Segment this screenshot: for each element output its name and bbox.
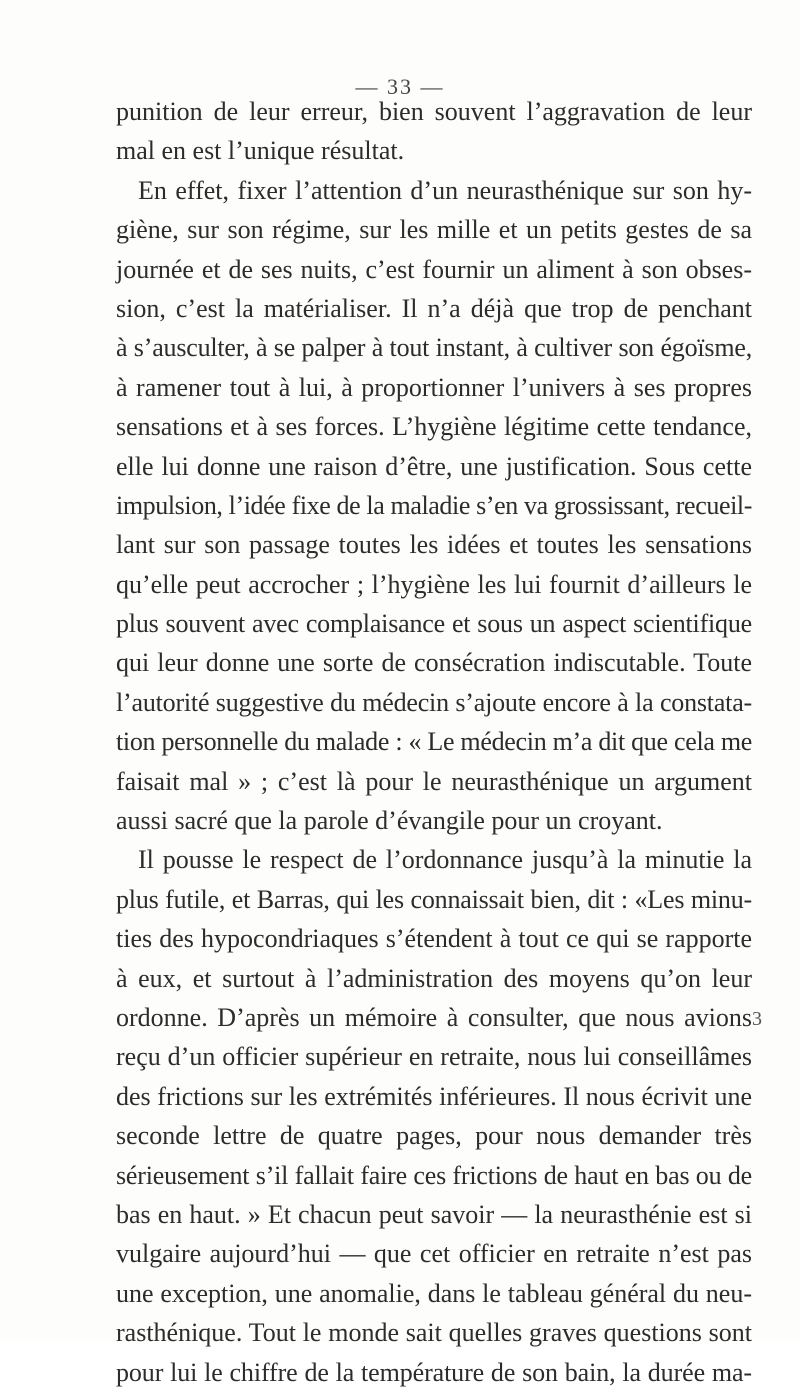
text-line: sérieusement s’il fallait faire ces frictions de haut en bas ou de xyxy=(116,1160,752,1190)
text-line: giène, sur son régime, sur les mille et un petits gestes de sa xyxy=(116,215,752,245)
text-line: tion personnelle du malade : « Le médecin m’a dit que cela me xyxy=(116,727,752,757)
text-line: sion, c’est la matérialiser. Il n’a déjà que trop de penchant xyxy=(116,293,752,323)
signature-mark: 3 xyxy=(752,1008,762,1030)
text-line: Il pousse le respect de l’ordonnance jusqu’à la minutie la xyxy=(138,845,752,875)
text-line: ordonne. D’après un mémoire à consulter, que nous avions xyxy=(116,1002,752,1032)
text-line: mal en est l’unique résultat. xyxy=(116,136,405,166)
text-line: plus souvent avec complaisance et sous un aspect scientifique xyxy=(116,609,752,639)
text-line: ties des hypocondriaques s’étendent à tout ce qui se rapporte xyxy=(116,924,752,954)
text-line: lant sur son passage toutes les idées et toutes les sensations xyxy=(116,530,752,560)
text-line: impulsion, l’idée fixe de la maladie s’en va grossissant, recueil- xyxy=(116,490,752,520)
text-line: des frictions sur les extrémités inférieures. Il nous écrivit une xyxy=(116,1081,752,1111)
text-line: bas en haut. » Et chacun peut savoir — la neurasthénie est si xyxy=(116,1199,752,1229)
text-line: rasthénique. Tout le monde sait quelles graves questions sont xyxy=(116,1318,752,1348)
text-line: pour lui le chiffre de la température de son bain, la durée ma- xyxy=(116,1357,752,1387)
text-line: En effet, fixer l’attention d’un neurasthénique sur son hy- xyxy=(138,175,752,205)
text-line: à s’ausculter, à se palper à tout instant, à cultiver son égoïsme, xyxy=(116,333,752,363)
text-line: reçu d’un officier supérieur en retraite, nous lui conseillâmes xyxy=(116,1042,752,1072)
text-line: plus futile, et Barras, qui les connaissait bien, dit : «Les minu- xyxy=(116,884,752,914)
text-line: faisait mal » ; c’est là pour le neurasthénique un argument xyxy=(116,766,752,796)
text-line: une exception, une anomalie, dans le tableau général du neu- xyxy=(116,1278,752,1308)
text-line: journée et de ses nuits, c’est fournir un aliment à son obses- xyxy=(116,254,752,284)
body-text xyxy=(116,92,752,1392)
text-line: punition de leur erreur, bien souvent l’aggravation de leur xyxy=(116,97,752,126)
text-line: qu’elle peut accrocher ; l’hygiène les lui fournit d’ailleurs le xyxy=(116,569,752,599)
text-line: l’autorité suggestive du médecin s’ajoute encore à la constata- xyxy=(116,687,752,717)
text-line: qui leur donne une sorte de consécration indiscutable. Toute xyxy=(116,648,752,678)
text-line: elle lui donne une raison d’être, une justification. Sous cette xyxy=(116,451,752,481)
text-line: à ramener tout à lui, à proportionner l’univers à ses propres xyxy=(116,372,752,402)
text-line: seconde lettre de quatre pages, pour nous demander très xyxy=(116,1121,752,1151)
text-line: sensations et à ses forces. L’hygiène légitime cette tendance, xyxy=(116,412,752,442)
text-line: aussi sacré que la parole d’évangile pour un croyant. xyxy=(116,806,663,836)
text-line: à eux, et surtout à l’administration des moyens qu’on leur xyxy=(116,963,752,993)
page-number: — 33 — xyxy=(355,74,445,99)
text-line: vulgaire aujourd’hui — que cet officier en retraite n’est pas xyxy=(116,1239,752,1269)
